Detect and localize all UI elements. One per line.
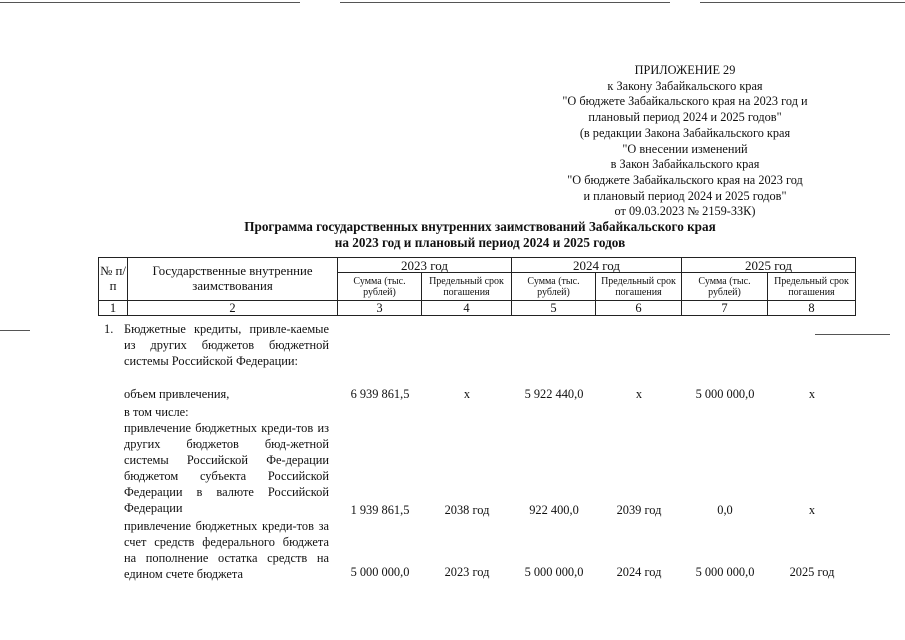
header-num: № п/п — [99, 258, 128, 301]
value-2024-sum: 5 922 440,0 — [524, 387, 584, 401]
value-2023-term: x — [463, 387, 471, 401]
column-number: 6 — [596, 301, 682, 316]
header-sum: Сумма (тыс. рублей) — [682, 273, 768, 301]
header-sum: Сумма (тыс. рублей) — [338, 273, 422, 301]
item-number: 1. — [104, 322, 114, 336]
value-2024-sum: 922 400,0 — [529, 503, 579, 517]
appendix-line: в Закон Забайкальского края — [610, 157, 760, 172]
title-line-1: Программа государственных внутренних заимствований Забайкальского края — [244, 219, 716, 234]
table-body — [98, 318, 855, 640]
borrowing-table — [98, 257, 856, 316]
value-2024-term: 2024 год — [616, 565, 662, 579]
column-number: 2 — [128, 301, 338, 316]
header-year-2023: 2023 год — [338, 258, 512, 273]
appendix-line: ПРИЛОЖЕНИЕ 29 — [634, 63, 736, 77]
appendix-line: и плановый период 2024 и 2025 годов" — [583, 188, 787, 203]
appendix-line: к Закону Забайкальского края — [607, 78, 763, 93]
column-number: 1 — [99, 301, 128, 316]
header-term: Предельный срок погашения — [596, 273, 682, 301]
header-term: Предельный срок погашения — [768, 273, 856, 301]
appendix-line: (в редакции Закона Забайкальского края — [579, 125, 791, 140]
row-label-volume: объем привлечения, — [124, 387, 230, 401]
document-title — [140, 219, 820, 251]
appendix-line: "О бюджете Забайкальского края на 2023 год и — [562, 94, 808, 109]
header-year-2025: 2025 год — [682, 258, 856, 273]
header-name: Государственные внутренние заимствования — [128, 258, 338, 301]
appendix-line: от 09.03.2023 № 2159-ЗЗК) — [614, 204, 756, 219]
value-2025-sum: 0,0 — [717, 503, 733, 517]
value-2024-term: x — [635, 387, 643, 401]
column-number: 4 — [422, 301, 512, 316]
value-2023-sum: 6 939 861,5 — [350, 387, 410, 401]
column-number: 7 — [682, 301, 768, 316]
value-2025-term: x — [808, 503, 816, 517]
value-2023-sum: 1 939 861,5 — [350, 503, 410, 517]
value-2024-sum: 5 000 000,0 — [524, 565, 584, 579]
scan-artifact-line — [700, 2, 905, 3]
appendix-header — [520, 63, 850, 220]
scan-artifact-line — [340, 2, 670, 3]
column-number: 3 — [338, 301, 422, 316]
value-2023-sum: 5 000 000,0 — [350, 565, 410, 579]
appendix-line: плановый период 2024 и 2025 годов" — [588, 110, 782, 125]
appendix-line: "О бюджете Забайкальского края на 2023 год — [567, 172, 803, 187]
item-name: Бюджетные кредиты, привле-каемые из других бюджетов бюджетной системы Российской Федерации: — [124, 322, 329, 368]
header-term: Предельный срок погашения — [422, 273, 512, 301]
value-2024-term: 2039 год — [616, 503, 662, 517]
row-label-sub2: привлечение бюджетных креди-тов за счет средств федерального бюджета на пополнение остатка средств на едином счете бюджета — [124, 519, 329, 581]
row-label-sub1: привлечение бюджетных креди-тов из других бюджетов бюд-жетной системы Российской Фе-дерации бюджетом субъекта Российской Федерации в валюте Российской Федерации — [124, 421, 329, 515]
value-2023-term: 2038 год — [444, 503, 490, 517]
row-label-including: в том числе: — [124, 405, 189, 419]
header-year-2024: 2024 год — [512, 258, 682, 273]
scan-artifact-line — [0, 2, 300, 3]
value-2025-term: 2025 год — [789, 565, 835, 579]
value-2025-sum: 5 000 000,0 — [695, 565, 755, 579]
value-2025-term: x — [808, 387, 816, 401]
appendix-line: "О внесении изменений — [622, 141, 748, 156]
title-line-2: на 2023 год и плановый период 2024 и 2025 годов — [334, 235, 626, 250]
value-2025-sum: 5 000 000,0 — [695, 387, 755, 401]
value-2023-term: 2023 год — [444, 565, 490, 579]
header-sum: Сумма (тыс. рублей) — [512, 273, 596, 301]
column-number: 8 — [768, 301, 856, 316]
column-number: 5 — [512, 301, 596, 316]
scan-artifact-line — [0, 330, 30, 331]
